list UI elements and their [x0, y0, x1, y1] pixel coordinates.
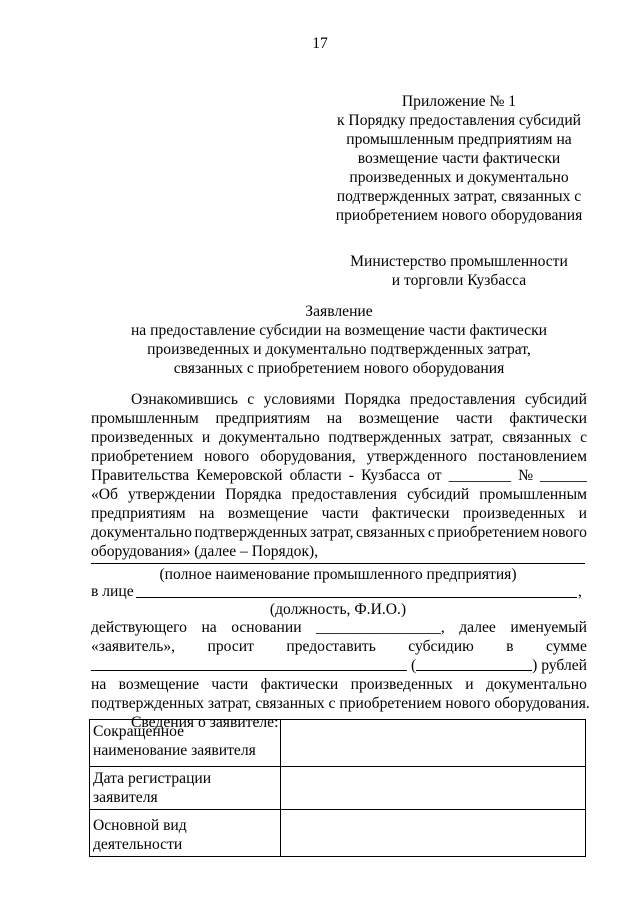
word: именуемый [510, 619, 587, 636]
title-line: связанных с приобретением нового оборудования [173, 360, 505, 377]
table-row [90, 810, 586, 857]
word: произведенных [91, 429, 194, 446]
word: возмещение [358, 410, 440, 427]
word: фактически [371, 505, 450, 522]
word: ______ [540, 467, 587, 484]
purpose-last: подтвержденных затрат, связанных с приобретением нового оборудования. [91, 695, 590, 712]
in-person-line [136, 597, 577, 598]
word: подтвержденных [328, 429, 442, 446]
table-value-cell[interactable] [281, 720, 586, 767]
word: субсидий [524, 391, 587, 408]
word: оборудования, [260, 448, 356, 465]
word: документально [91, 524, 192, 541]
word: нового [541, 524, 587, 541]
word: от [427, 467, 442, 484]
word: на [326, 410, 343, 427]
table-row [90, 767, 586, 810]
position-caption: (должность, Ф.И.О.) [269, 601, 407, 618]
appendix-line: произведенных и документально [349, 169, 569, 186]
applicant-line [91, 637, 587, 656]
word: на [91, 676, 107, 693]
word: - [348, 467, 354, 484]
word: предоставления [291, 486, 398, 503]
word: на [201, 619, 217, 636]
word: ________________, [316, 619, 445, 636]
appendix-line: возмещение части фактически [357, 150, 561, 167]
word: затрат, [450, 429, 494, 446]
document-title [91, 302, 587, 378]
word: с [580, 429, 587, 446]
word: приобретением [91, 448, 194, 465]
word: субсидию [408, 638, 474, 655]
word: связанных [356, 524, 426, 541]
word: предприятиям [215, 410, 311, 427]
addressee-block [335, 252, 583, 290]
amount-open: ( [410, 657, 417, 674]
intro-line [91, 485, 587, 504]
word: части [321, 505, 359, 522]
intro-line [91, 409, 587, 428]
intro-last-line [91, 542, 587, 561]
word: с [427, 524, 435, 541]
word: предоставить [286, 638, 376, 655]
word: Порядка [225, 486, 282, 503]
amount-close: ) рублей [532, 657, 587, 674]
word: ________ [448, 467, 512, 484]
word: и [578, 505, 587, 522]
intro-line [91, 390, 587, 409]
intro-line [91, 466, 587, 485]
appendix-block [335, 92, 583, 225]
amount-digits-line [416, 656, 532, 671]
word: Ознакомившись [131, 391, 238, 408]
word: «заявитель», [91, 638, 176, 655]
company-name-line [91, 563, 585, 564]
word: затрат, [309, 524, 354, 541]
word: области [289, 467, 342, 484]
word: на [199, 505, 215, 522]
word: далее [459, 619, 496, 636]
appendix-line: подтвержденных затрат, связанных с [336, 188, 582, 205]
applicant-info-table [89, 719, 586, 857]
word: документально [486, 676, 587, 693]
table-label-cell: Основной вид деятельности [90, 810, 281, 857]
word: постановлением [478, 448, 587, 465]
word: нового [204, 448, 250, 465]
word: условиями [263, 391, 335, 408]
company-caption: (полное наименование промышленного предприятия) [159, 566, 517, 583]
in-person-comma: , [578, 583, 582, 600]
word: фактически [260, 676, 339, 693]
word: фактически [509, 410, 587, 427]
word: части [211, 676, 249, 693]
word: Порядка [344, 391, 401, 408]
word: Правительства [91, 467, 190, 484]
word: утверждении [128, 486, 216, 503]
table-label-cell: Сокращенное наименование заявителя [90, 720, 281, 767]
amount-words-line [91, 656, 407, 671]
word: «Об [91, 486, 118, 503]
appendix-line: Приложение № 1 [401, 93, 517, 110]
word: просит [207, 638, 254, 655]
in-person-label: в лице [91, 583, 134, 600]
word: сумме [545, 638, 587, 655]
table-row [90, 720, 586, 767]
word: предоставления [409, 391, 516, 408]
word: с [247, 391, 255, 408]
word: произведенных [462, 505, 566, 522]
word: в [506, 638, 514, 655]
addressee-line: и торговли Кузбасса [391, 272, 527, 289]
intro-last-text: оборудования» (далее – Порядок), [91, 543, 319, 560]
word: субсидий [407, 486, 470, 503]
purpose-last-line [91, 694, 590, 713]
word: действующего [91, 619, 187, 636]
appendix-line: приобретением нового оборудования [335, 207, 583, 224]
word: связанных [502, 429, 572, 446]
word: и [465, 676, 474, 693]
word: Кемеровской [196, 467, 283, 484]
appendix-line: к Порядку предоставления субсидий [336, 112, 582, 129]
amount-line [91, 656, 587, 675]
title-heading: Заявление [305, 303, 373, 320]
title-line: на предоставление субсидии на возмещение части фактически [130, 322, 548, 339]
info-heading: Сведения о заявителе: [131, 714, 279, 731]
appendix-line: промышленным предприятиям на [346, 131, 572, 148]
intro-line [91, 428, 587, 447]
request-paragraph [91, 618, 590, 732]
word: предприятиям [91, 505, 186, 522]
word: промышленным [479, 486, 587, 503]
word: основании [231, 619, 302, 636]
table-value-cell[interactable] [281, 810, 586, 857]
intro-paragraph [91, 390, 587, 561]
word: возмещение [227, 505, 309, 522]
word: произведенных [350, 676, 453, 693]
table-value-cell[interactable] [281, 767, 586, 810]
intro-line [91, 447, 587, 466]
purpose-line [91, 675, 587, 694]
title-line: произведенных и документально подтвержденных затрат, [147, 341, 531, 358]
word: утвержденного [366, 448, 468, 465]
word: подтвержденных [194, 524, 308, 541]
word: документально [218, 429, 320, 446]
acting-line [91, 618, 587, 637]
page-number: 17 [312, 35, 328, 52]
word: части [455, 410, 493, 427]
intro-line [91, 504, 587, 523]
word: Кузбасса [361, 467, 421, 484]
word: промышленным [91, 410, 199, 427]
addressee-line: Министерство промышленности [350, 253, 568, 270]
word: возмещение [118, 676, 199, 693]
table-label-cell: Дата регистрации заявителя [90, 767, 281, 810]
word: № [518, 467, 534, 484]
word: и [201, 429, 211, 446]
intro-line [91, 523, 587, 542]
word: приобретением [437, 524, 540, 541]
